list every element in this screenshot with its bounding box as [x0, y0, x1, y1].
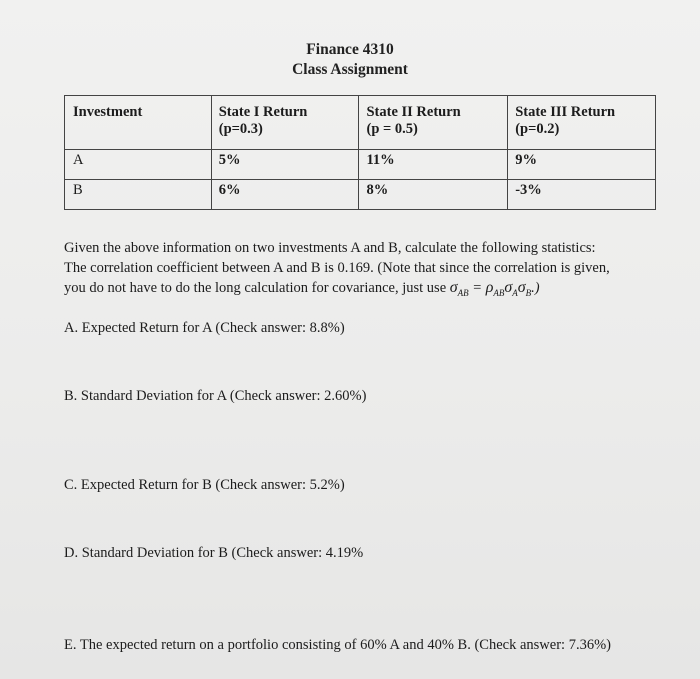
table-row — [65, 180, 656, 210]
header-probability: (p = 0.5) — [366, 121, 418, 137]
state-1-cell: 5% — [211, 150, 359, 180]
intro-line-2: The correlation coefficient between A and B is 0.169. (Note that since the correlation is given, — [64, 260, 610, 276]
intro-paragraph — [64, 238, 664, 303]
state-3-cell: 9% — [508, 150, 656, 180]
question-d: D. Standard Deviation for B (Check answer: 4.19% — [64, 545, 364, 561]
document-title — [0, 40, 700, 80]
table-row — [65, 150, 656, 180]
header-label: Investment — [73, 104, 143, 120]
rho-symbol: ρ — [485, 279, 494, 296]
formula-closing: .) — [531, 280, 540, 296]
returns-table — [64, 95, 656, 210]
state-3-cell: -3% — [508, 180, 656, 210]
sigma-symbol: σ — [449, 279, 458, 296]
header-probability: (p=0.2) — [515, 121, 560, 137]
subscript-ab: AB — [493, 287, 505, 298]
investment-cell: A — [65, 150, 212, 180]
sigma-symbol: σ — [504, 279, 513, 296]
question-b: B. Standard Deviation for A (Check answer: 2.60%) — [64, 388, 367, 404]
header-label: State III Return — [515, 104, 616, 120]
subscript-b: B — [525, 287, 532, 298]
intro-line-3 — [64, 278, 664, 303]
assignment-title: Class Assignment — [292, 61, 408, 78]
question-c: C. Expected Return for B (Check answer: 5.2%) — [64, 477, 345, 493]
table-header-row — [65, 96, 656, 150]
subscript-a: A — [512, 287, 518, 298]
sigma-symbol: σ — [517, 279, 526, 296]
header-probability: (p=0.3) — [218, 121, 263, 137]
covariance-formula — [450, 280, 540, 296]
header-label: State II Return — [366, 104, 461, 120]
equals-sign: = — [472, 280, 483, 296]
header-state-2 — [359, 96, 508, 150]
question-e: E. The expected return on a portfolio consisting of 60% A and 40% B. (Check answer: 7.36%) — [64, 637, 611, 653]
header-investment — [65, 96, 212, 150]
state-2-cell: 8% — [359, 180, 508, 210]
state-1-cell: 6% — [211, 180, 359, 210]
course-title: Finance 4310 — [306, 41, 394, 58]
intro-line-1: Given the above information on two investments A and B, calculate the following statistics: — [64, 240, 596, 256]
header-state-1 — [211, 96, 359, 150]
header-label: State I Return — [218, 104, 308, 120]
header-state-3 — [508, 96, 656, 150]
intro-line-3-text: you do not have to do the long calculation for covariance, just use — [64, 280, 447, 296]
investment-cell: B — [65, 180, 212, 210]
question-a: A. Expected Return for A (Check answer: 8.8%) — [64, 320, 345, 336]
state-2-cell: 11% — [359, 150, 508, 180]
subscript-ab: AB — [457, 287, 469, 298]
